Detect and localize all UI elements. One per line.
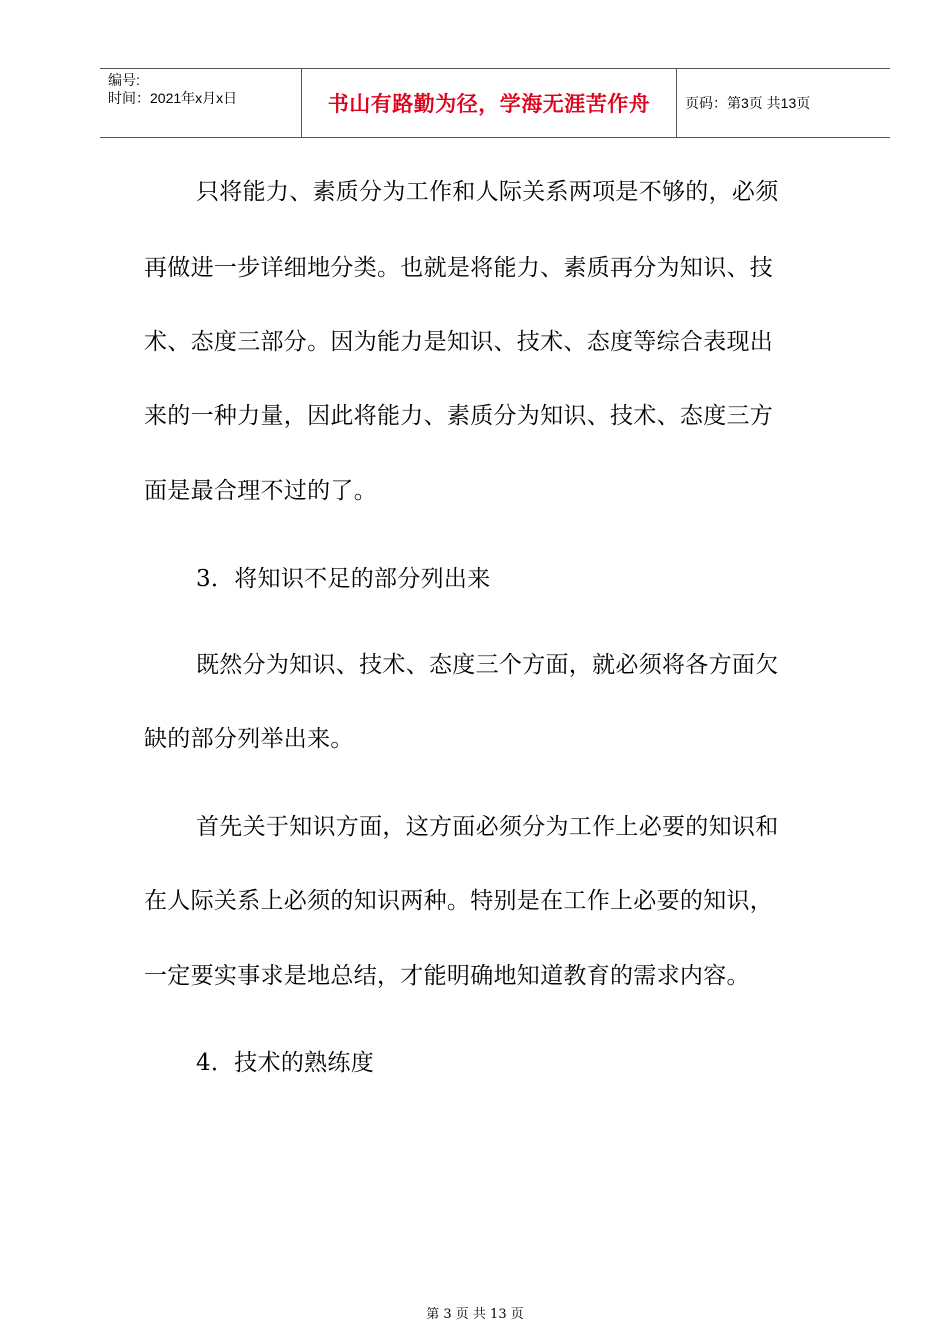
body-line: 只将能力、素质分为工作和人际关系两项是不够的，必须 xyxy=(196,179,779,205)
body-line: 再做进一步详细地分类。也就是将能力、素质再分为知识、技 xyxy=(144,255,774,281)
header-motto-cell xyxy=(302,69,677,137)
motto-text: 书山有路勤为径，学海无涯苦作舟 xyxy=(327,92,651,116)
page-footer: 第 3 页 共 13 页 xyxy=(426,1307,524,1322)
number-label: 编号: xyxy=(108,72,140,88)
body-line: 术、态度三部分。因为能力是知识、技术、态度等综合表现出 xyxy=(144,329,774,355)
section-heading: 4．技术的熟练度 xyxy=(196,1050,375,1076)
body-line: 缺的部分列举出来。 xyxy=(144,726,354,752)
body-line: 一定要实事求是地总结，才能明确地知道教育的需求内容。 xyxy=(144,963,750,989)
page-info: 页码：第3页 共13页 xyxy=(685,95,811,111)
body-line: 在人际关系上必须的知识两种。特别是在工作上必要的知识， xyxy=(144,888,774,914)
body-line: 既然分为知识、技术、态度三个方面，就必须将各方面欠 xyxy=(196,652,779,678)
body-line: 首先关于知识方面，这方面必须分为工作上必要的知识和 xyxy=(196,814,779,840)
body-line: 面是最合理不过的了。 xyxy=(144,478,377,504)
body-line: 来的一种力量，因此将能力、素质分为知识、技术、态度三方 xyxy=(144,403,774,429)
section-heading: 3．将知识不足的部分列出来 xyxy=(196,566,491,592)
time-label: 时间：2021年x月x日 xyxy=(108,90,238,106)
header-page-cell xyxy=(677,69,890,137)
header-table xyxy=(100,68,890,138)
header-meta-cell xyxy=(100,69,302,137)
